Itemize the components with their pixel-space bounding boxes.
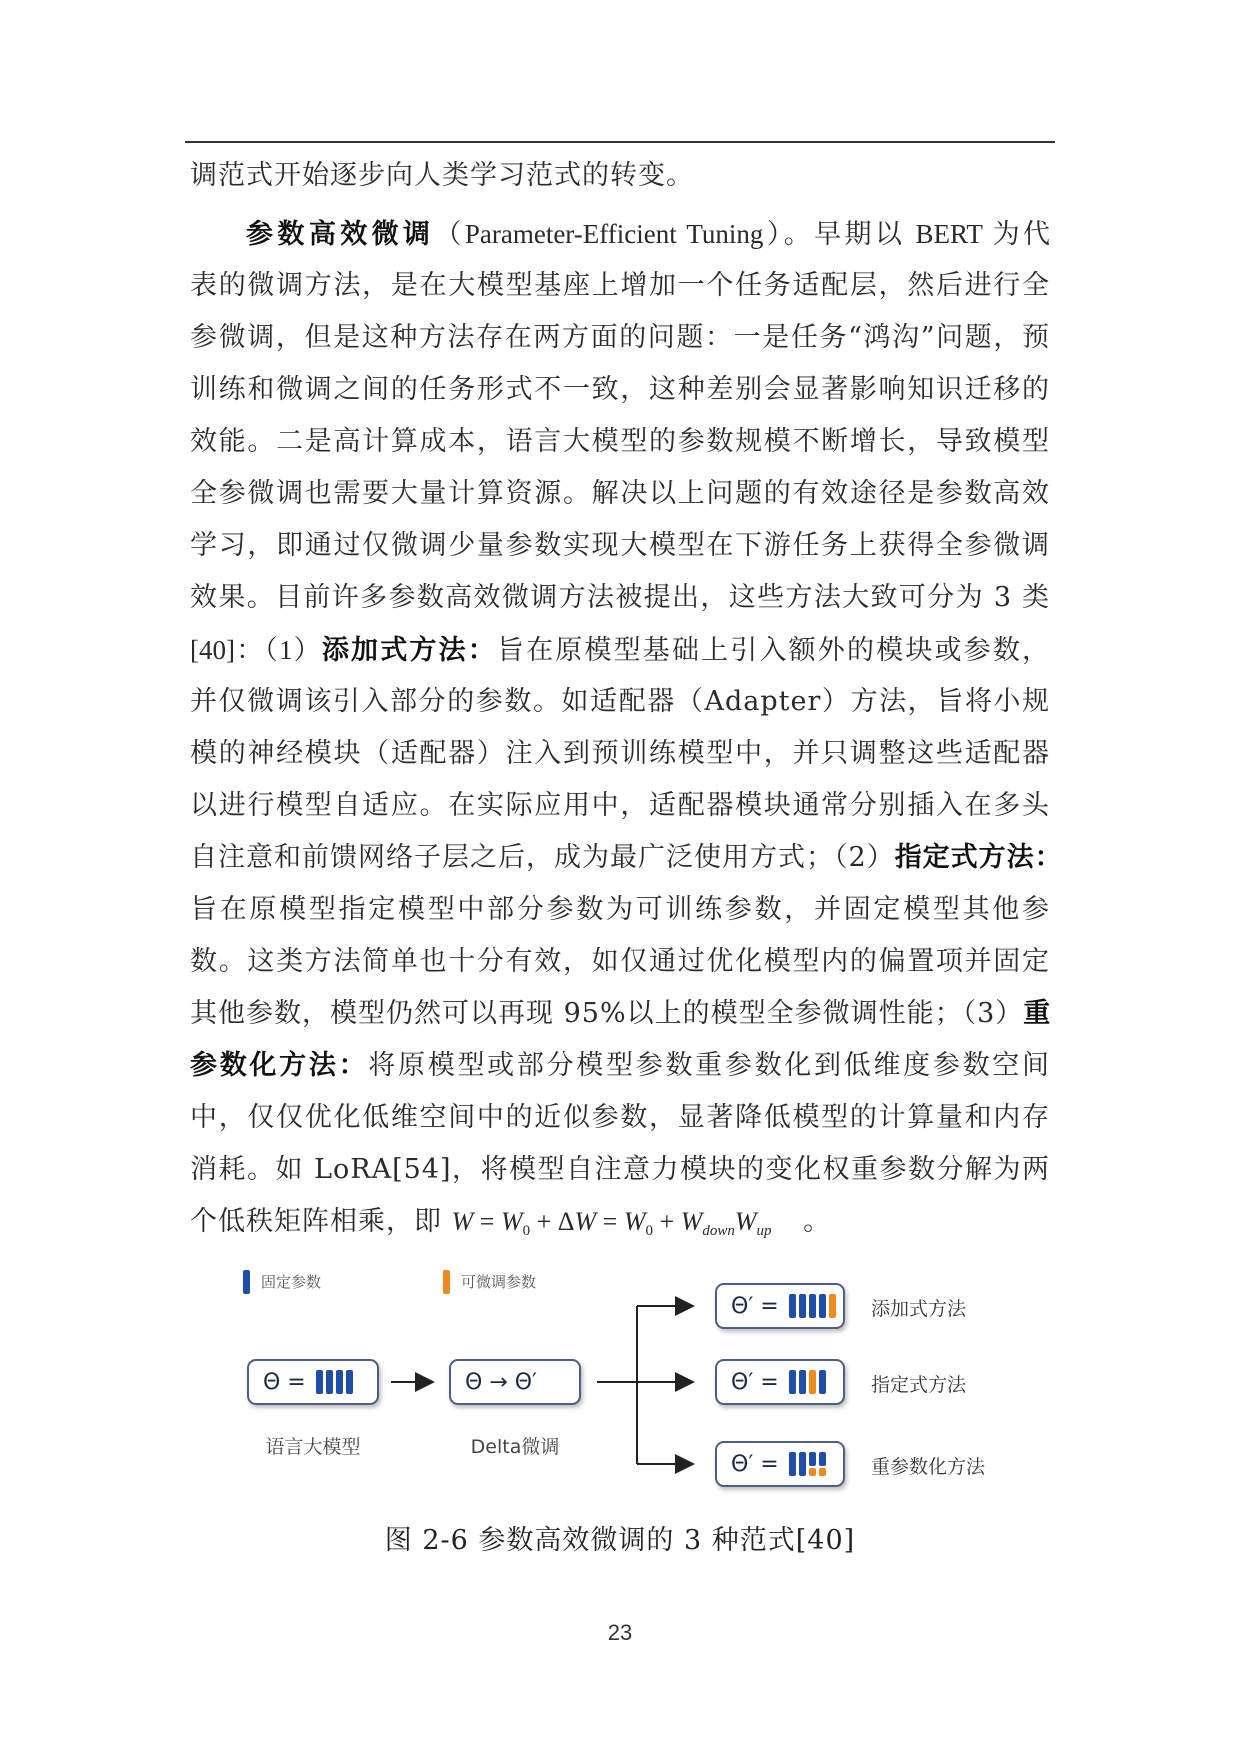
text-line <box>190 312 1050 364</box>
additive-method-label: 添加式方法 <box>871 1298 967 1320</box>
lora-formula: $W = W_0 + \Delta W = W_0 + W_{down}W_{up}$ <box>451 1207 772 1239</box>
text-line <box>190 936 1050 988</box>
text-line <box>190 884 1050 936</box>
text-line <box>190 1196 1050 1248</box>
text-span: 自注意和前馈网络子层之后，成为最广泛使用方式；（2） <box>190 842 895 873</box>
reparam-method-box <box>715 1441 845 1487</box>
specified-method-label: 指定式方法 <box>871 1374 967 1396</box>
param-bars <box>789 1294 836 1318</box>
text-line <box>190 1040 1050 1092</box>
text-span: （Parameter-Efficient Tuning）。早期以 BERT 为代 <box>434 219 1050 249</box>
text-span: 个低秩矩阵相乘，即 <box>190 1206 442 1237</box>
text-span: 旨在原模型指定模型中部分参数为可训练参数，并固定模型其他参 <box>190 894 1050 925</box>
text-span: 中，仅仅优化低维空间中的近似参数，显著降低模型的计算量和内存 <box>190 1102 1050 1133</box>
text-line <box>190 988 1050 1040</box>
text-span: 表的微调方法，是在大模型基座上增加一个任务适配层，然后进行全 <box>190 270 1050 301</box>
term-bold: 参数高效微调 <box>246 219 435 250</box>
page-number: 23 <box>607 1620 633 1645</box>
text-span: 参微调，但是这种方法存在两方面的问题：一是任务“鸿沟”问题，预 <box>190 322 1050 353</box>
additive-method-box <box>715 1283 845 1329</box>
body-text <box>190 150 1063 1248</box>
text-line <box>190 624 1050 676</box>
text-span: 以进行模型自适应。在实际应用中，适配器模块通常分别插入在多头 <box>190 790 1050 821</box>
term-bold: 指定式方法： <box>894 842 1063 873</box>
text-line <box>190 728 1050 780</box>
header-rule <box>185 141 1055 143</box>
term-bold: 参数化方法： <box>190 1050 369 1081</box>
term-bold: 添加式方法： <box>321 635 497 666</box>
text-line <box>190 780 1050 832</box>
text-line <box>190 676 1050 728</box>
text-span: 模的神经模块（适配器）注入到预训练模型中，并只调整这些适配器 <box>190 738 1050 769</box>
param-bars <box>789 1370 826 1394</box>
theta-prime-equation: Θ′ = <box>731 1451 779 1477</box>
text-line <box>190 520 1050 572</box>
text-span: 其他参数，模型仍然可以再现 95%以上的模型全参微调性能；（3） <box>190 998 1024 1029</box>
legend-tunable-swatch <box>443 1270 450 1294</box>
text-span: 训练和微调之间的任务形式不一致，这种差别会显著影响知识迁移的 <box>190 374 1050 405</box>
reparam-method-label: 重参数化方法 <box>871 1456 986 1478</box>
text-span: 消耗。如 LoRA[54]，将模型自注意力模块的变化权重参数分解为两 <box>190 1154 1050 1185</box>
text-span: [40]：（1） <box>190 635 322 665</box>
text-span: 旨在原模型基础上引入额外的模块或参数， <box>496 635 1051 666</box>
text-span: 。 <box>803 1206 832 1237</box>
text-span: 调范式开始逐步向人类学习范式的转变。 <box>190 160 694 191</box>
text-span: 将原模型或部分模型参数重参数化到低维度参数空间 <box>368 1050 1051 1081</box>
text-line <box>190 260 1050 312</box>
text-span: 并仅微调该引入部分的参数。如适配器（Adapter）方法，旨将小规 <box>190 686 1050 717</box>
text-line <box>190 468 1050 520</box>
text-span: 学习，即通过仅微调少量参数实现大模型在下游任务上获得全参微调 <box>190 530 1050 561</box>
base-model-label: 语言大模型 <box>265 1436 361 1458</box>
text-line <box>190 1092 1050 1144</box>
figure-caption: 图 2-6 参数高效微调的 3 种范式[40] <box>384 1525 856 1556</box>
theta-transform: Θ → Θ′ <box>465 1369 538 1395</box>
text-span: 效能。二是高计算成本，语言大模型的参数规模不断增长，导致模型 <box>190 426 1050 457</box>
text-span: 效果。目前许多参数高效微调方法被提出，这些方法大致可分为 3 类 <box>190 582 1050 613</box>
theta-prime-equation: Θ′ = <box>731 1293 779 1319</box>
param-bars <box>789 1452 826 1476</box>
specified-method-box <box>715 1359 845 1405</box>
legend-tunable-label: 可微调参数 <box>461 1273 537 1291</box>
text-span: 数。这类方法简单也十分有效，如仅通过优化模型内的偏置项并固定 <box>190 946 1050 977</box>
text-line <box>190 832 1063 884</box>
text-line <box>190 150 1050 202</box>
theta-prime-equation: Θ′ = <box>731 1369 779 1395</box>
base-model-box <box>247 1359 379 1405</box>
delta-tuning-box <box>449 1359 581 1405</box>
theta-equation: Θ = <box>263 1369 306 1395</box>
delta-tuning-label: Delta微调 <box>470 1436 560 1458</box>
lora-decomposition <box>809 1452 816 1476</box>
text-span: 全参微调也需要大量计算资源。解决以上问题的有效途径是参数高效 <box>190 478 1050 509</box>
legend-fixed-label: 固定参数 <box>261 1273 322 1291</box>
figure-peft-paradigms <box>225 1258 1045 1508</box>
text-line <box>190 1144 1050 1196</box>
text-line <box>190 416 1050 468</box>
legend-fixed-swatch <box>243 1270 250 1294</box>
text-line <box>190 572 1050 624</box>
text-line <box>190 364 1050 416</box>
lora-decomposition <box>819 1452 826 1476</box>
term-bold: 重 <box>1023 998 1052 1029</box>
text-line <box>190 208 1050 260</box>
param-bars <box>316 1370 353 1394</box>
